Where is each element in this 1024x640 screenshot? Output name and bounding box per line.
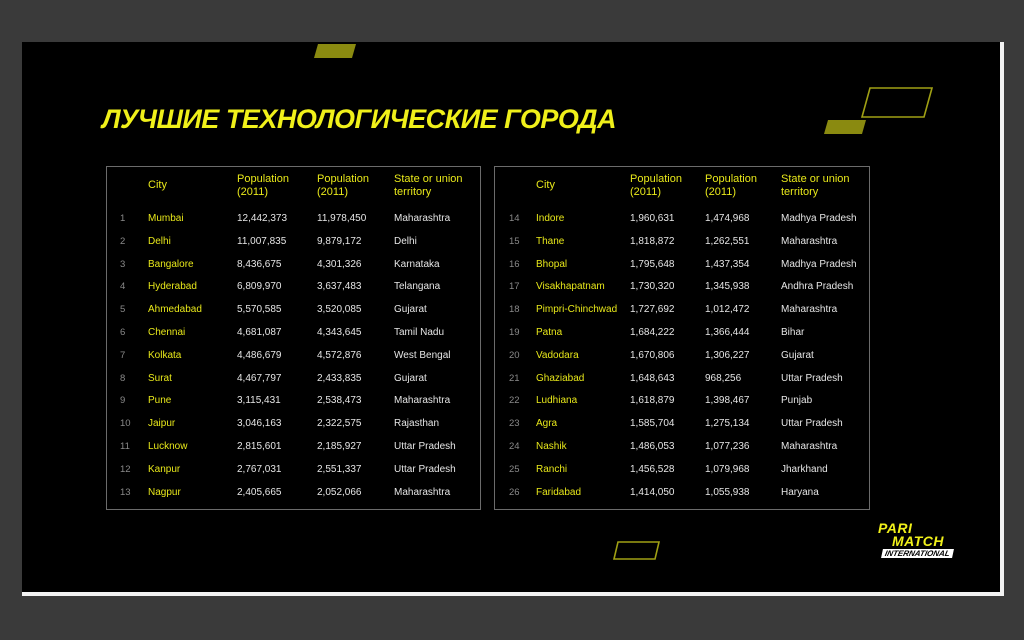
population-b: 1,079,968 (705, 463, 750, 475)
row-number: 3 (120, 258, 126, 270)
population-b: 2,322,575 (317, 418, 362, 430)
state-name: Uttar Pradesh (394, 441, 456, 452)
row-number: 19 (509, 327, 520, 338)
state-name: Uttar Pradesh (781, 418, 843, 430)
city-name: Ranchi (536, 463, 568, 475)
population-a: 2,405,665 (237, 486, 282, 498)
population-b: 1,474,968 (705, 213, 750, 224)
city-name: Kanpur (148, 463, 181, 475)
table-row (107, 416, 480, 432)
table-row (107, 439, 480, 455)
table-row (495, 234, 869, 250)
row-number: 24 (509, 441, 520, 452)
row-number: 2 (120, 235, 126, 247)
row-number: 16 (509, 258, 520, 270)
population-a: 2,815,601 (237, 441, 282, 452)
population-b: 1,398,467 (705, 395, 750, 407)
table-row (107, 485, 480, 501)
population-a: 1,960,631 (630, 213, 675, 224)
population-a: 1,795,648 (630, 258, 675, 270)
row-number: 13 (120, 486, 131, 498)
row-number: 22 (509, 395, 520, 407)
state-name: Maharashtra (781, 235, 838, 247)
state-name: Rajasthan (394, 418, 440, 430)
row-number: 14 (509, 213, 520, 224)
state-name: Karnataka (394, 258, 440, 270)
row-number: 15 (509, 235, 520, 247)
population-a: 1,684,222 (630, 327, 675, 338)
population-b: 3,520,085 (317, 304, 362, 316)
state-name: Telangana (394, 281, 441, 293)
state-name: Maharashtra (781, 304, 838, 316)
population-b: 968,256 (705, 372, 742, 384)
table-row (495, 325, 869, 341)
population-a: 3,046,163 (237, 418, 282, 430)
table-row (107, 393, 480, 409)
row-number: 7 (120, 349, 126, 361)
table-row (495, 439, 869, 455)
row-number: 5 (120, 304, 126, 316)
row-number: 23 (509, 418, 520, 430)
city-name: Indore (536, 213, 565, 224)
population-a: 4,486,679 (237, 349, 282, 361)
table-row (107, 462, 480, 478)
city-name: Nagpur (148, 486, 181, 498)
header-city: City (148, 179, 167, 191)
header-population-b: Population (2011) (705, 173, 757, 198)
logo-text-match: MATCH (892, 533, 945, 549)
row-number: 11 (120, 441, 130, 452)
logo-text-international: INTERNATIONAL (881, 549, 954, 558)
state-name: Maharashtra (394, 213, 451, 224)
state-name: Uttar Pradesh (394, 463, 456, 475)
table-row (107, 279, 480, 295)
row-number: 4 (120, 281, 126, 293)
row-number: 25 (509, 463, 520, 475)
table-row (495, 348, 869, 364)
deco-right-filled-parallelogram-icon (822, 118, 868, 136)
cities-table-left (106, 166, 481, 510)
population-b: 2,052,066 (317, 486, 362, 498)
population-a: 1,670,806 (630, 349, 675, 361)
city-name: Surat (148, 372, 172, 384)
deco-top-parallelogram-icon (312, 42, 358, 60)
table-row (495, 279, 869, 295)
population-b: 1,012,472 (705, 304, 750, 316)
population-a: 4,467,797 (237, 372, 282, 384)
state-name: Jharkhand (781, 463, 828, 475)
state-name: Maharashtra (394, 395, 451, 407)
population-b: 1,437,354 (705, 258, 750, 270)
state-name: Gujarat (394, 304, 427, 316)
population-b: 1,055,938 (705, 486, 750, 498)
row-number: 6 (120, 327, 126, 338)
population-b: 2,551,337 (317, 463, 362, 475)
city-name: Hyderabad (148, 281, 197, 293)
row-number: 26 (509, 486, 520, 498)
population-b: 1,306,227 (705, 349, 750, 361)
table-row (495, 371, 869, 387)
city-name: Nashik (536, 441, 567, 452)
city-name: Jaipur (148, 418, 176, 430)
row-number: 10 (120, 418, 131, 430)
city-name: Mumbai (148, 213, 184, 224)
city-name: Vadodara (536, 349, 579, 361)
state-name: Haryana (781, 486, 819, 498)
population-a: 12,442,373 (237, 213, 288, 224)
slide (22, 42, 1000, 592)
state-name: Delhi (394, 235, 417, 247)
city-name: Bangalore (148, 258, 194, 270)
state-name: Madhya Pradesh (781, 213, 857, 224)
table-row (495, 416, 869, 432)
population-a: 1,414,050 (630, 486, 675, 498)
state-name: Punjab (781, 395, 813, 407)
population-a: 1,727,692 (630, 304, 675, 316)
state-name: Andhra Pradesh (781, 281, 854, 293)
table-row (495, 393, 869, 409)
logo-text-pari: PARI (878, 520, 913, 536)
header-population-a: Population (2011) (630, 173, 682, 198)
population-b: 2,185,927 (317, 441, 362, 452)
row-number: 1 (120, 213, 126, 224)
state-name: West Bengal (394, 349, 451, 361)
population-a: 4,681,087 (237, 327, 282, 338)
city-name: Kolkata (148, 349, 182, 361)
population-b: 2,433,835 (317, 372, 362, 384)
population-a: 1,618,879 (630, 395, 675, 407)
city-name: Ghaziabad (536, 372, 585, 384)
population-b: 1,262,551 (705, 235, 750, 247)
cities-table-right (494, 166, 870, 510)
table-row (495, 462, 869, 478)
header-population-b: Population (2011) (317, 173, 369, 198)
table-row (107, 257, 480, 273)
page-title: ЛУЧШИЕ ТЕХНОЛОГИЧЕСКИЕ ГОРОДА (102, 104, 617, 134)
row-number: 20 (509, 349, 520, 361)
table-row (107, 348, 480, 364)
table-row (495, 257, 869, 273)
table-header (107, 171, 480, 199)
city-name: Agra (536, 418, 558, 430)
population-b: 11,978,450 (317, 213, 367, 224)
header-state: State or union territory (394, 173, 463, 198)
city-name: Chennai (148, 327, 186, 338)
city-name: Bhopal (536, 258, 568, 270)
population-b: 1,275,134 (705, 418, 750, 430)
city-name: Thane (536, 235, 565, 247)
state-name: Maharashtra (394, 486, 451, 498)
row-number: 12 (120, 463, 131, 475)
row-number: 17 (509, 281, 520, 293)
table-row (107, 371, 480, 387)
state-name: Gujarat (394, 372, 427, 384)
population-b: 1,366,444 (705, 327, 750, 338)
city-name: Ahmedabad (148, 304, 202, 316)
table-row (495, 485, 869, 501)
state-name: Tamil Nadu (394, 327, 445, 338)
population-a: 3,115,431 (237, 395, 281, 407)
header-city: City (536, 179, 555, 191)
city-name: Patna (536, 327, 563, 338)
state-name: Gujarat (781, 349, 814, 361)
population-b: 4,301,326 (317, 258, 362, 270)
state-name: Madhya Pradesh (781, 258, 857, 270)
row-number: 9 (120, 395, 126, 407)
population-a: 1,486,053 (630, 441, 675, 452)
parimatch-logo (878, 520, 964, 564)
header-population-a: Population (2011) (237, 173, 289, 198)
state-name: Uttar Pradesh (781, 372, 843, 384)
row-number: 18 (509, 304, 520, 316)
city-name: Faridabad (536, 486, 582, 498)
table-row (107, 211, 480, 227)
population-a: 6,809,970 (237, 281, 282, 293)
population-b: 2,538,473 (317, 395, 362, 407)
deco-bottom-outline-parallelogram-icon (612, 540, 662, 562)
population-a: 5,570,585 (237, 304, 282, 316)
population-a: 1,456,528 (630, 463, 675, 475)
table-row (107, 234, 480, 250)
city-name: Pimpri-Chinchwad (536, 304, 618, 316)
population-a: 1,585,704 (630, 418, 675, 430)
city-name: Visakhapatnam (536, 281, 605, 293)
state-name: Bihar (781, 327, 805, 338)
population-b: 3,637,483 (317, 281, 362, 293)
row-number: 8 (120, 372, 126, 384)
population-b: 1,077,236 (705, 441, 750, 452)
population-a: 1,648,643 (630, 372, 675, 384)
population-b: 4,572,876 (317, 349, 362, 361)
population-a: 1,730,320 (630, 281, 675, 293)
header-state: State or union territory (781, 173, 850, 198)
table-row (495, 302, 869, 318)
city-name: Pune (148, 395, 172, 407)
table-row (495, 211, 869, 227)
population-a: 8,436,675 (237, 258, 282, 270)
population-a: 11,007,835 (237, 235, 287, 247)
deco-right-outline-parallelogram-icon (860, 86, 936, 120)
state-name: Maharashtra (781, 441, 838, 452)
population-b: 1,345,938 (705, 281, 750, 293)
city-name: Ludhiana (536, 395, 578, 407)
row-number: 21 (509, 372, 520, 384)
population-b: 9,879,172 (317, 235, 362, 247)
city-name: Delhi (148, 235, 171, 247)
population-a: 2,767,031 (237, 463, 282, 475)
city-name: Lucknow (148, 441, 188, 452)
table-row (107, 325, 480, 341)
population-a: 1,818,872 (630, 235, 675, 247)
population-b: 4,343,645 (317, 327, 362, 338)
table-row (107, 302, 480, 318)
table-header (495, 171, 869, 199)
